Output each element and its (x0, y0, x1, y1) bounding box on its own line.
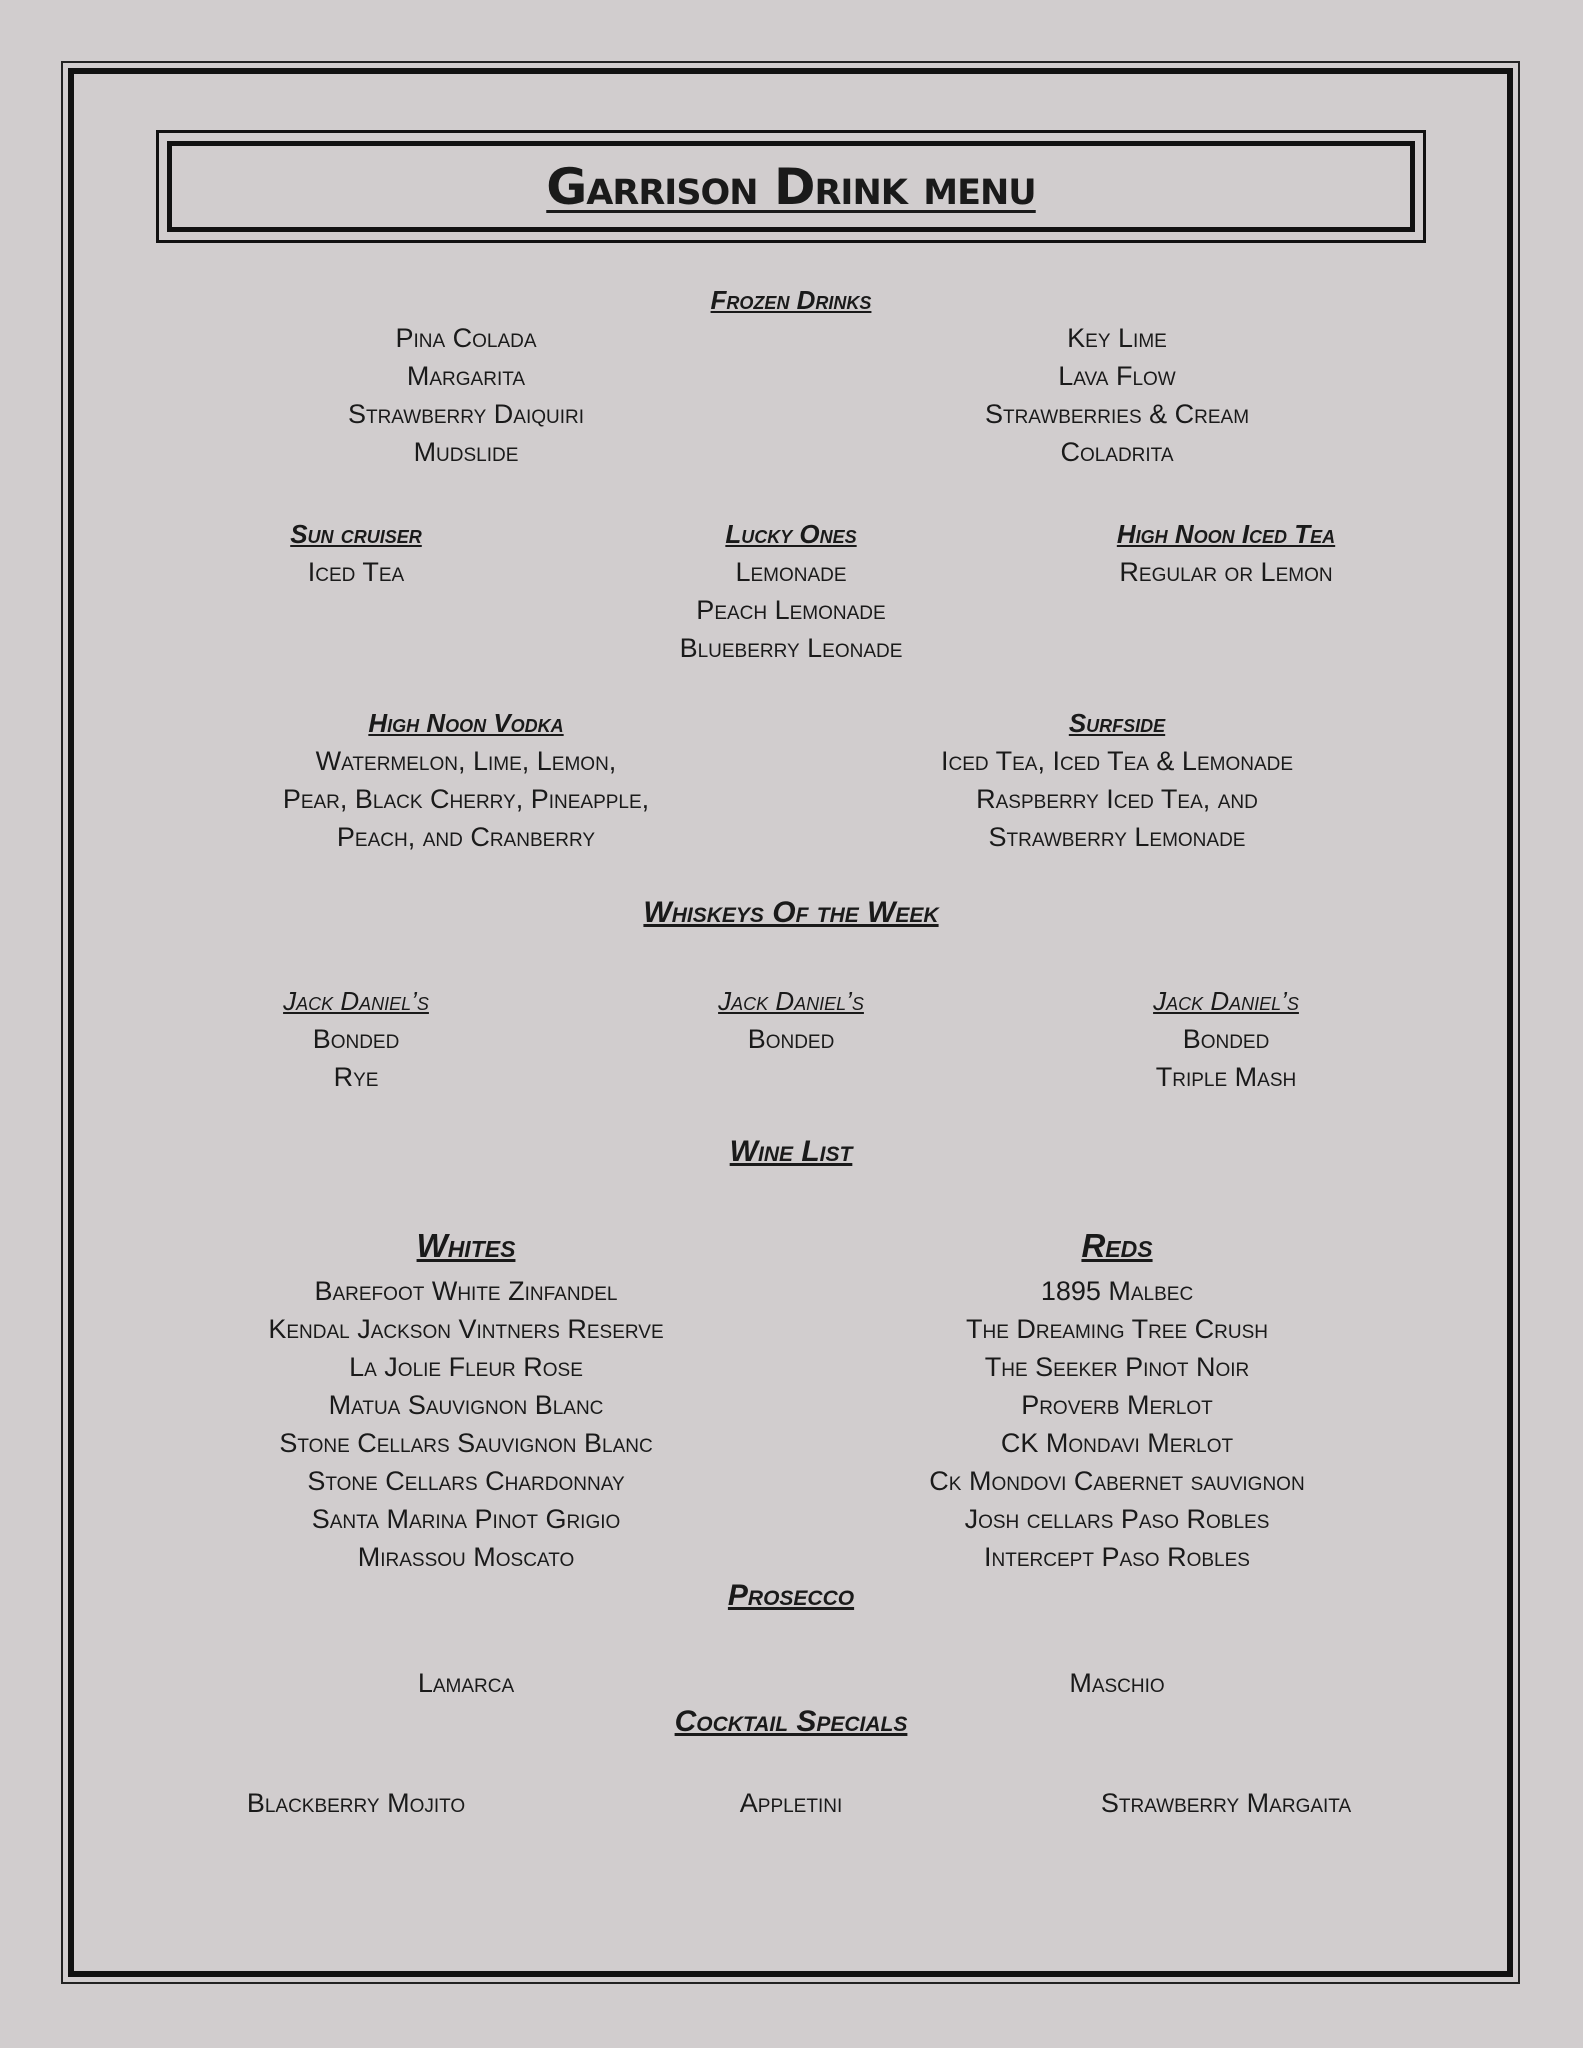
lucky-ones-heading: Lucky Ones (725, 519, 857, 549)
suncruiser-item: Iced Tea (307, 557, 405, 587)
white-wine-item: Barefoot White Zinfandel (314, 1276, 618, 1306)
white-wine-item: Santa Marina Pinot Grigio (311, 1504, 621, 1534)
cocktail-item: Appletini (739, 1788, 843, 1818)
white-wine-item: Kendal Jackson Vintners Reserve (268, 1314, 664, 1344)
white-wine-item: La Jolie Fleur Rose (349, 1352, 583, 1382)
white-wine-item: Mirassou Moscato (357, 1542, 575, 1572)
red-wine-item: Josh cellars Paso Robles (964, 1504, 1270, 1534)
cocktail-item: Strawberry Margaita (1100, 1788, 1352, 1818)
frozen-right-item: Coladrita (1060, 437, 1174, 467)
cocktail-item: Blackberry Mojito (246, 1788, 466, 1818)
frozen-right-item: Strawberries & Cream (984, 399, 1250, 429)
wine-list-heading: Wine List (729, 1135, 853, 1168)
cocktail-specials-heading: Cocktail Specials (674, 1705, 908, 1738)
white-wine-item: Stone Cellars Sauvignon Blanc (279, 1428, 653, 1458)
prosecco-item: Lamarca (417, 1668, 515, 1698)
frozen-left-item: Pina Colada (395, 323, 537, 353)
whiskey-item: Triple Mash (1155, 1062, 1297, 1092)
whiskey-brand: Jack Daniel’s (1153, 986, 1299, 1016)
lucky-ones-item: Blueberry Leonade (679, 633, 903, 663)
frozen-left-item: Strawberry Daiquiri (347, 399, 585, 429)
high-noon-vodka-item: Pear, Black Cherry, Pineapple, (282, 784, 650, 814)
whiskey-brand: Jack Daniel’s (718, 986, 864, 1016)
high-noon-tea-heading: High Noon Iced Tea (1116, 519, 1336, 549)
surfside-item: Strawberry Lemonade (988, 822, 1246, 852)
title-box (167, 141, 1415, 232)
red-wine-item: Intercept Paso Robles (984, 1542, 1250, 1572)
red-wine-item: CK Mondavi Merlot (1000, 1428, 1234, 1458)
red-wine-item: Ck Mondovi Cabernet sauvignon (929, 1466, 1305, 1496)
high-noon-vodka-item: Peach, and Cranberry (336, 822, 596, 852)
frozen-right-item: Lava Flow (1058, 361, 1176, 391)
high-noon-vodka-item: Watermelon, Lime, Lemon, (315, 746, 617, 776)
red-wine-item: 1895 Malbec (1040, 1276, 1194, 1306)
prosecco-heading: Prosecco (727, 1579, 855, 1612)
red-wine-item: Proverb Merlot (1021, 1390, 1213, 1420)
whiskey-item: Bonded (747, 1024, 835, 1054)
red-wine-item: The Seeker Pinot Noir (984, 1352, 1250, 1382)
high-noon-tea-item: Regular or Lemon (1119, 557, 1333, 587)
red-wine-item: The Dreaming Tree Crush (966, 1314, 1268, 1344)
whiskeys-heading: Whiskeys Of the Week (643, 896, 939, 929)
white-wine-item: Stone Cellars Chardonnay (307, 1466, 625, 1496)
surfside-heading: Surfside (1068, 708, 1166, 738)
whiskey-item: Bonded (312, 1024, 400, 1054)
lucky-ones-item: Lemonade (735, 557, 847, 587)
high-noon-vodka-heading: High Noon Vodka (368, 708, 564, 738)
lucky-ones-item: Peach Lemonade (696, 595, 886, 625)
whiskey-item: Bonded (1182, 1024, 1270, 1054)
suncruiser-heading: Sun cruiser (290, 519, 422, 549)
frozen-right-item: Key Lime (1067, 323, 1167, 353)
surfside-item: Raspberry Iced Tea, and (976, 784, 1258, 814)
prosecco-item: Maschio (1069, 1668, 1165, 1698)
whiskey-item: Rye (333, 1062, 379, 1092)
frozen-left-item: Margarita (406, 361, 526, 391)
surfside-item: Iced Tea, Iced Tea & Lemonade (940, 746, 1294, 776)
white-wine-item: Matua Sauvignon Blanc (328, 1390, 604, 1420)
frozen-left-item: Mudslide (413, 437, 519, 467)
whites-heading: Whites (416, 1227, 516, 1264)
reds-heading: Reds (1081, 1227, 1153, 1264)
frozen-drinks-heading: Frozen Drinks (710, 285, 872, 315)
whiskey-brand: Jack Daniel’s (283, 986, 429, 1016)
menu-title: Garrison Drink menu (546, 157, 1036, 216)
